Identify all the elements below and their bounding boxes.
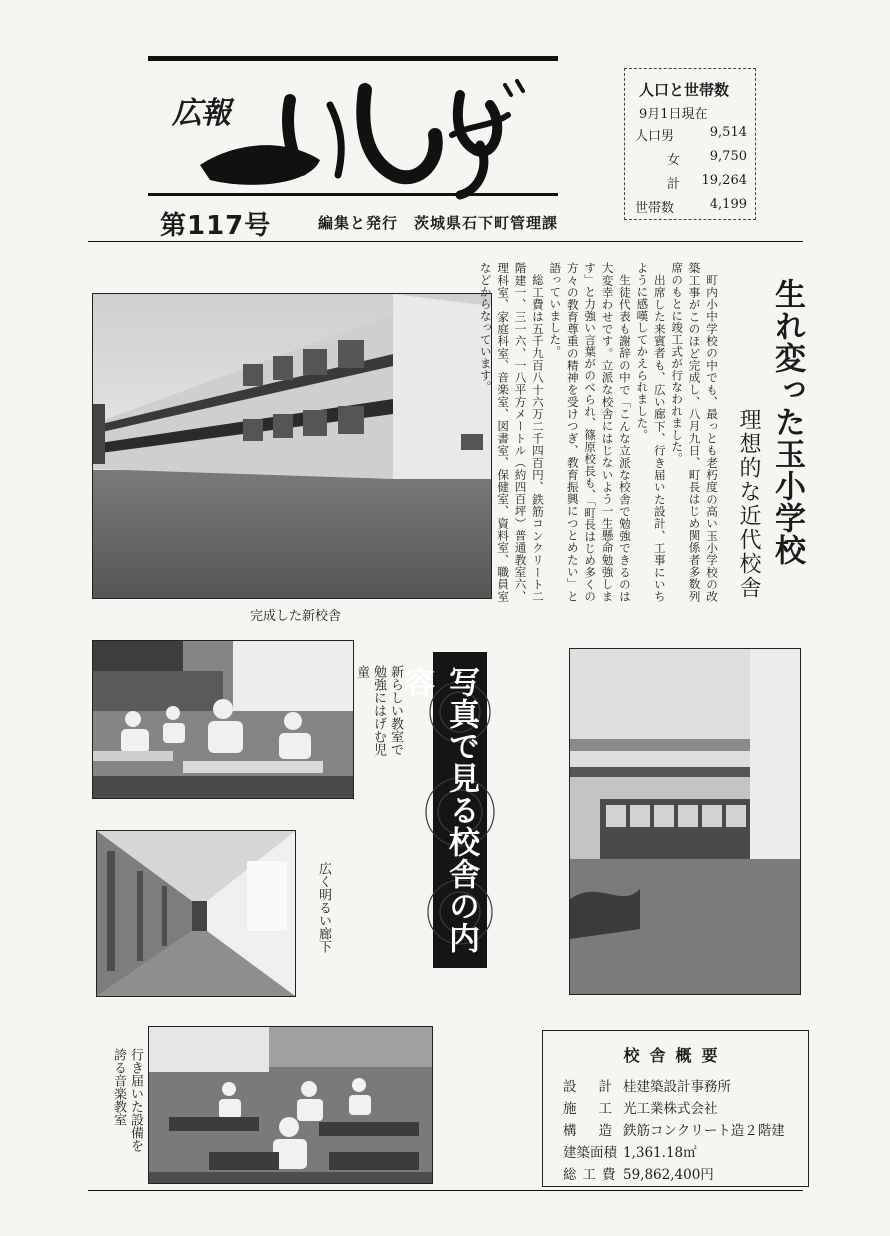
outline-value: 光工業株式会社 (623, 1101, 718, 1117)
photo-new-building (92, 293, 492, 599)
banner-text: 写真で見る校舎の内容 (398, 666, 479, 954)
population-date: 9月1日現在 (639, 107, 708, 122)
logo-ishige (190, 65, 530, 200)
header-divider (88, 241, 803, 242)
masthead-top-rule (148, 56, 558, 61)
population-value: 4,199 (709, 197, 747, 212)
outline-row (563, 1163, 714, 1183)
outline-value: 1,361.18㎡ (623, 1145, 697, 1161)
article-paragraph: 出席した来賓者も、広い廊下、行き届いた設計、工事にいちように感嘆してかえられました。 (635, 262, 667, 602)
article-paragraph: 生徒代表も謝辞の中で「こんな立派な校舎で勉強できるのは大変幸わせです。立派な校舎にはじないよう一生懸命勉強します」と力強い言葉がのべられ、篠原校長も、「町長はじめ多くの方々の教育尊重の精神を受けつぎ、教育振興につとめたい」と語っていました。 (548, 262, 632, 602)
banner-photo-feature (398, 652, 487, 968)
population-row (635, 197, 747, 216)
photo-classroom (92, 640, 354, 799)
article-body (478, 262, 720, 602)
population-value: 9,750 (709, 149, 747, 164)
population-row (635, 173, 747, 192)
population-label: 人口男 (635, 129, 675, 144)
outline-row (563, 1141, 697, 1161)
article-paragraph: 総工費は五千九百八十六万二千四百円、鉄筋コンクリート二階建一、三一六、一八平方メートル（約四百坪）普通教室六、理科室、家庭科室、音楽室、図書室、保健室、資料室、職員室などからなっています。 (478, 262, 545, 602)
population-label: 世帯数 (635, 201, 675, 216)
population-label: 女 (667, 153, 681, 168)
caption-music-room: 行き届いた設備を誇る音楽教室 (111, 1048, 143, 1152)
article-headline: 生れ変った玉小学校 (769, 278, 805, 566)
outline-row (563, 1097, 718, 1117)
outline-label: 設計 (563, 1079, 634, 1095)
footer-divider (88, 1190, 803, 1191)
outline-row (563, 1119, 785, 1139)
population-row (635, 149, 747, 168)
outline-label: 構造 (563, 1123, 634, 1139)
caption-corridor: 広く明るい廊下 (316, 862, 331, 953)
photo-corridor (96, 830, 296, 997)
article-paragraph: 町内小中学校の中でも、最っとも老朽度の高い玉小学校の改築工事がこのほど完成し、八月九日、町長はじめ関係者多数列席のもとに竣工式が行なわれました。 (670, 262, 719, 602)
population-label: 計 (667, 177, 681, 192)
population-box (624, 68, 756, 220)
population-value: 9,514 (709, 125, 747, 140)
photo-music-room (148, 1026, 433, 1184)
outline-value: 59,862,400円 (623, 1167, 714, 1183)
outline-label: 施工 (563, 1101, 634, 1117)
outline-label: 総工費 (563, 1167, 622, 1183)
photo-entrance (569, 648, 801, 995)
population-value: 19,264 (701, 173, 747, 188)
population-title: 人口と世帯数 (639, 81, 730, 99)
outline-row (563, 1075, 731, 1095)
caption-classroom: 新らしい教室で勉強にはげむ児童 (354, 665, 403, 756)
caption-new-building: 完成した新校舎 (250, 609, 342, 624)
building-outline-box (542, 1030, 809, 1187)
outline-label: 建築面積 (563, 1145, 617, 1161)
brand-small: 広報 (172, 96, 230, 131)
article-subhead: 理想的な近代校舎 (736, 408, 761, 600)
issue-number: 第117号 (160, 211, 272, 241)
population-row (635, 125, 747, 144)
outline-value: 鉄筋コンクリート造２階建 (623, 1123, 785, 1139)
outline-title: 校舎概要 (623, 1046, 728, 1065)
editor-line: 編集と発行 茨城県石下町管理課 (318, 214, 559, 232)
outline-value: 桂建築設計事務所 (623, 1079, 731, 1095)
